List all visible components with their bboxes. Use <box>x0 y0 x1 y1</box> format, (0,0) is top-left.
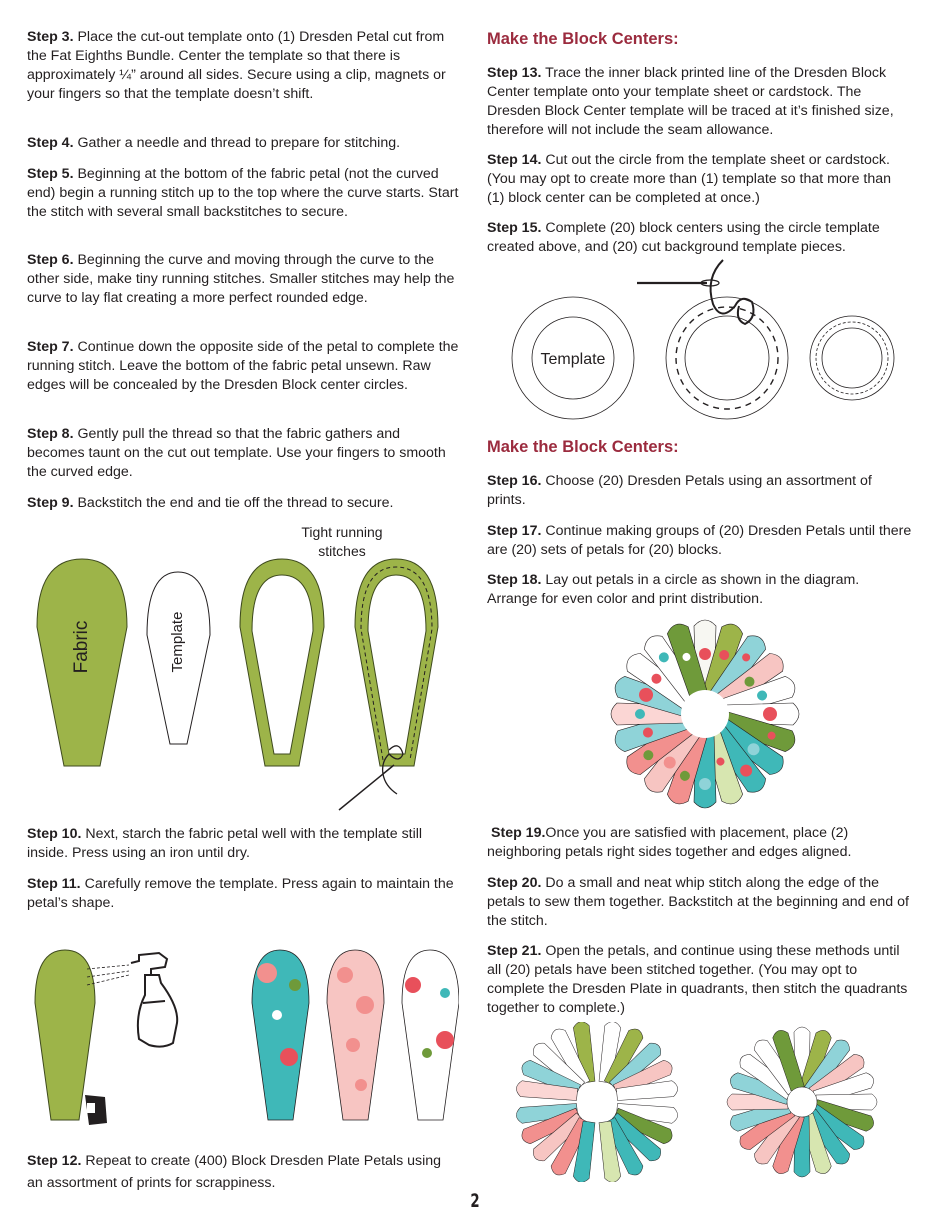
dresden-complete-diagram <box>717 1022 887 1182</box>
step-label: Step 7. <box>27 339 74 355</box>
step-label: Step 8. <box>27 426 74 442</box>
needle-icon <box>339 765 394 810</box>
step-text: Next, starch the fabric petal well with the template still inside. Press using an iron until dry. <box>27 826 423 861</box>
page-number: 2 <box>470 1190 480 1212</box>
step-text: Lay out petals in a circle as shown in the diagram. Arrange for even color and print distribution. <box>487 572 860 607</box>
floral-petal-white-icon <box>402 950 459 1120</box>
step-label: Step 21. <box>487 943 542 959</box>
dresden-plate-icon <box>611 620 799 808</box>
step-text: Beginning at the bottom of the fabric petal (not the curved end) begin a running stitch up to the top where the curve starts. Start the stitch with several small backstitches to secure. <box>27 166 459 220</box>
svg-text:Template: Template <box>540 351 606 368</box>
step-label: Step 20. <box>487 875 542 891</box>
dresden-plate-layout-diagram <box>600 612 810 817</box>
step-3 <box>27 28 459 104</box>
step-text: Once you are satisfied with placement, place (2) neighboring petals right sides together and edges aligned. <box>487 825 852 860</box>
svg-text:Fabric: Fabric <box>71 620 92 674</box>
step-text: Continue down the opposite side of the petal to complete the running stitch. Leave the bottom of the fabric petal unsewn. Raw edges will be concealed by the Dresden Block center circles. <box>27 339 459 393</box>
step-18 <box>487 571 912 609</box>
step-label: Step 15. <box>487 220 542 236</box>
step-text: Backstitch the end and tie off the thread to secure. <box>73 495 394 511</box>
step-16 <box>487 472 912 510</box>
template-circle-icon <box>512 297 634 419</box>
step-label: Step 3. <box>27 29 74 45</box>
step-text: Beginning the curve and moving through the curve to the other side, make tiny running stitches. Smaller stitches may help the curve to lay flat creating a more perfect rounded edge. <box>27 252 455 306</box>
step-label: Step 12. <box>27 1153 82 1169</box>
basted-circle-icon <box>666 297 788 419</box>
petal-stitching-diagram <box>27 555 459 815</box>
stitched-petal-icon <box>339 559 438 810</box>
step-text: Place the cut-out template onto (1) Dresden Petal cut from the Fat Eighths Bundle. Center the template so that there is approximately ¼” around all sides. Secure using a clip, magnets or your fingers so that the template doesn’t shift. <box>27 29 446 102</box>
step-13 <box>487 64 912 140</box>
green-petal-icon <box>35 950 95 1120</box>
folded-petal-icon <box>240 559 324 766</box>
svg-text:Template: Template <box>169 611 186 673</box>
dresden-complete-icon <box>727 1027 877 1177</box>
step-text: Complete (20) block centers using the circle template created above, and (20) cut background template pieces. <box>487 220 880 255</box>
spray-bottle-icon <box>87 953 177 1047</box>
stitches-caption: Tight running stitches <box>301 524 383 559</box>
step-text: Open the petals, and continue using these methods until all (20) petals have been stitched together. (You may opt to complete the Dresden Plate in quadrants, then stitch the quadrants together to complete.) <box>487 943 908 1016</box>
step-14 <box>487 151 912 208</box>
step-label: Step 16. <box>487 473 542 489</box>
step-label: Step 9. <box>27 495 74 511</box>
section-heading-block-centers: Make the Block Centers: <box>487 30 679 48</box>
step-text: Carefully remove the template. Press again to maintain the petal’s shape. <box>27 876 454 911</box>
template-petal-icon <box>147 572 210 744</box>
step-8 <box>27 425 459 482</box>
step-text: Continue making groups of (20) Dresden Petals until there are (20) sets of petals for (20) blocks. <box>487 523 912 558</box>
step-label: Step 6. <box>27 252 74 268</box>
circle-template-diagram <box>507 258 907 423</box>
needle-thread-icon <box>637 260 753 324</box>
fabric-petal-icon <box>37 559 127 766</box>
step-text: Repeat to create (400) Block Dresden Plate Petals using an assortment of prints for scrappiness. <box>27 1153 442 1191</box>
step-11 <box>27 875 459 913</box>
starch-press-diagram <box>27 945 459 1135</box>
step-10 <box>27 825 459 863</box>
step-9 <box>27 494 393 513</box>
step-label: Step 17. <box>487 523 542 539</box>
step-19 <box>487 824 912 862</box>
step-label: Step 5. <box>27 166 74 182</box>
finished-circle-icon <box>810 316 894 400</box>
step-label: Step 13. <box>487 65 542 81</box>
floral-petal-teal-icon <box>252 950 309 1120</box>
step-label: Step 11. <box>27 876 81 892</box>
step-15 <box>487 219 912 257</box>
step-4 <box>27 134 400 153</box>
dresden-quadrants-diagram <box>497 1022 697 1182</box>
step-text: Do a small and neat whip stitch along the edge of the petals to sew them together. Backstitch at the beginning and end of the stitch. <box>487 875 909 929</box>
step-21 <box>487 942 912 1018</box>
step-5 <box>27 165 459 222</box>
step-label: Step 4. <box>27 135 74 151</box>
step-text: Gather a needle and thread to prepare for stitching. <box>73 135 401 151</box>
floral-petal-pink-icon <box>327 950 384 1120</box>
step-label: Step 19. <box>491 825 546 841</box>
step-label: Step 14. <box>487 152 542 168</box>
step-6 <box>27 251 459 308</box>
step-text: Gently pull the thread so that the fabric gathers and becomes taunt on the cut out template. Use your fingers to smooth the curved edge. <box>27 426 446 480</box>
step-text: Choose (20) Dresden Petals using an assortment of prints. <box>487 473 872 508</box>
section-heading-block-centers-2: Make the Block Centers: <box>487 438 679 456</box>
step-text: Cut out the circle from the template sheet or cardstock. (You may opt to create more than (1) template so that more than (1) block center can be completed at once.) <box>487 152 892 206</box>
step-12 <box>27 1150 459 1194</box>
step-text: Trace the inner black printed line of the Dresden Block Center template onto your template sheet or cardstock. The Dresden Block Center template will be traced at it’s finished size, therefore will not include the seam allowance. <box>487 65 894 138</box>
dresden-quadrants-icon <box>516 1022 679 1182</box>
step-label: Step 18. <box>487 572 542 588</box>
step-20 <box>487 874 912 931</box>
step-17 <box>487 522 912 560</box>
iron-icon <box>85 1095 107 1125</box>
step-label: Step 10. <box>27 826 82 842</box>
step-7 <box>27 338 459 395</box>
